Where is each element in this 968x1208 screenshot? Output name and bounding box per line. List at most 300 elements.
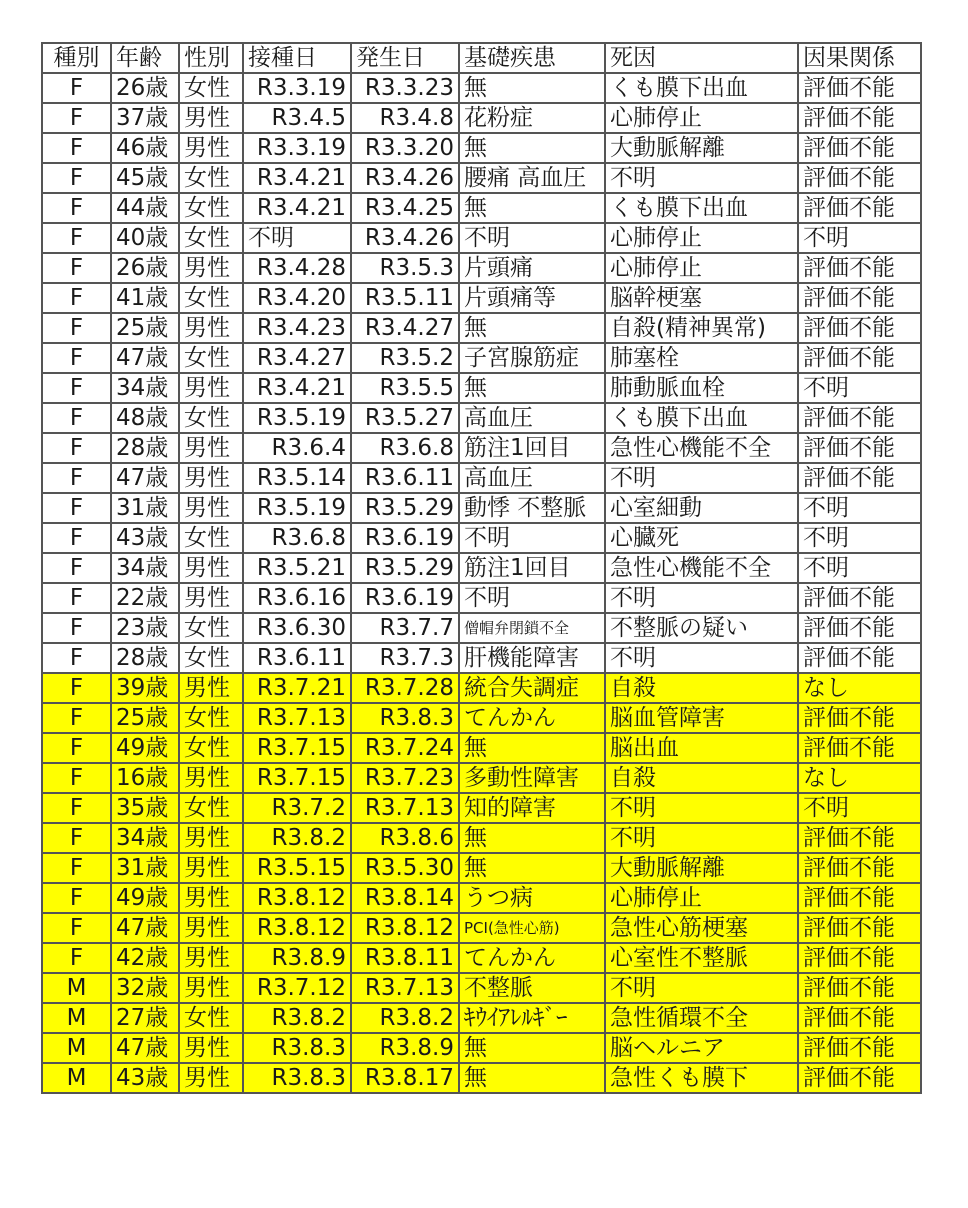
age-cell: 32歳 bbox=[111, 973, 179, 1003]
onset-date-cell: R3.5.11 bbox=[351, 283, 459, 313]
cause-of-death-cell: 不明 bbox=[605, 973, 798, 1003]
age-cell: 41歳 bbox=[111, 283, 179, 313]
causality-cell: 評価不能 bbox=[798, 583, 921, 613]
age-cell: 40歳 bbox=[111, 223, 179, 253]
cause-of-death-cell: くも膜下出血 bbox=[605, 193, 798, 223]
vaccination-date-cell: R3.6.30 bbox=[243, 613, 351, 643]
underlying-disease-cell: 動悸 不整脈 bbox=[459, 493, 605, 523]
sex-cell: 男性 bbox=[179, 673, 243, 703]
vaccination-date-cell: R3.4.21 bbox=[243, 193, 351, 223]
age-cell: 27歳 bbox=[111, 1003, 179, 1033]
cause-of-death-cell: 肺塞栓 bbox=[605, 343, 798, 373]
sex-cell: 男性 bbox=[179, 583, 243, 613]
causality-cell: 不明 bbox=[798, 793, 921, 823]
causality-cell: 評価不能 bbox=[798, 463, 921, 493]
table-body bbox=[42, 73, 921, 1093]
sex-cell: 女性 bbox=[179, 733, 243, 763]
vaccination-date-cell: R3.5.14 bbox=[243, 463, 351, 493]
cause-of-death-cell: 自殺 bbox=[605, 763, 798, 793]
causality-cell: 評価不能 bbox=[798, 1003, 921, 1033]
onset-date-cell: R3.4.27 bbox=[351, 313, 459, 343]
header-age: 年齢 bbox=[111, 43, 179, 73]
type-cell: F bbox=[42, 103, 111, 133]
onset-date-cell: R3.5.3 bbox=[351, 253, 459, 283]
causality-cell: 評価不能 bbox=[798, 883, 921, 913]
vaccination-date-cell: R3.4.23 bbox=[243, 313, 351, 343]
age-cell: 37歳 bbox=[111, 103, 179, 133]
vaccination-date-cell: R3.7.21 bbox=[243, 673, 351, 703]
sex-cell: 男性 bbox=[179, 373, 243, 403]
type-cell: F bbox=[42, 433, 111, 463]
causality-cell: 不明 bbox=[798, 373, 921, 403]
table-row bbox=[42, 343, 921, 373]
underlying-disease-cell: 不明 bbox=[459, 523, 605, 553]
sex-cell: 女性 bbox=[179, 283, 243, 313]
age-cell: 26歳 bbox=[111, 253, 179, 283]
onset-date-cell: R3.4.8 bbox=[351, 103, 459, 133]
vaccination-date-cell: R3.8.3 bbox=[243, 1033, 351, 1063]
table-row bbox=[42, 733, 921, 763]
cause-of-death-cell: 心肺停止 bbox=[605, 883, 798, 913]
type-cell: M bbox=[42, 1033, 111, 1063]
header-type: 種別 bbox=[42, 43, 111, 73]
causality-cell: なし bbox=[798, 673, 921, 703]
type-cell: F bbox=[42, 793, 111, 823]
type-cell: F bbox=[42, 913, 111, 943]
sex-cell: 女性 bbox=[179, 703, 243, 733]
cause-of-death-cell: 心臓死 bbox=[605, 523, 798, 553]
table-row bbox=[42, 913, 921, 943]
table-row bbox=[42, 73, 921, 103]
cause-of-death-cell: 心肺停止 bbox=[605, 103, 798, 133]
onset-date-cell: R3.5.29 bbox=[351, 553, 459, 583]
vaccination-date-cell: R3.8.9 bbox=[243, 943, 351, 973]
onset-date-cell: R3.7.13 bbox=[351, 793, 459, 823]
table-row bbox=[42, 883, 921, 913]
cause-of-death-cell: 脳出血 bbox=[605, 733, 798, 763]
underlying-disease-cell: PCI(急性心筋) bbox=[459, 913, 605, 943]
vaccination-date-cell: R3.7.13 bbox=[243, 703, 351, 733]
vaccination-date-cell: R3.7.2 bbox=[243, 793, 351, 823]
cause-of-death-cell: 不明 bbox=[605, 463, 798, 493]
type-cell: M bbox=[42, 1063, 111, 1093]
table-row bbox=[42, 253, 921, 283]
type-cell: F bbox=[42, 853, 111, 883]
vaccination-date-cell: R3.5.15 bbox=[243, 853, 351, 883]
table-row bbox=[42, 373, 921, 403]
type-cell: F bbox=[42, 493, 111, 523]
table-row bbox=[42, 103, 921, 133]
type-cell: F bbox=[42, 313, 111, 343]
cause-of-death-cell: 急性心機能不全 bbox=[605, 553, 798, 583]
underlying-disease-cell: 腰痛 高血圧 bbox=[459, 163, 605, 193]
onset-date-cell: R3.7.28 bbox=[351, 673, 459, 703]
sex-cell: 女性 bbox=[179, 643, 243, 673]
causality-cell: 評価不能 bbox=[798, 163, 921, 193]
age-cell: 46歳 bbox=[111, 133, 179, 163]
sex-cell: 女性 bbox=[179, 403, 243, 433]
onset-date-cell: R3.6.19 bbox=[351, 583, 459, 613]
age-cell: 47歳 bbox=[111, 913, 179, 943]
causality-cell: 不明 bbox=[798, 223, 921, 253]
onset-date-cell: R3.8.2 bbox=[351, 1003, 459, 1033]
type-cell: F bbox=[42, 673, 111, 703]
table-row bbox=[42, 493, 921, 523]
table-row bbox=[42, 823, 921, 853]
age-cell: 48歳 bbox=[111, 403, 179, 433]
table-row bbox=[42, 193, 921, 223]
cause-of-death-cell: 不明 bbox=[605, 823, 798, 853]
causality-cell: 評価不能 bbox=[798, 103, 921, 133]
sex-cell: 男性 bbox=[179, 943, 243, 973]
onset-date-cell: R3.8.12 bbox=[351, 913, 459, 943]
table-row bbox=[42, 943, 921, 973]
vaccination-date-cell: R3.8.2 bbox=[243, 823, 351, 853]
vaccination-date-cell: R3.3.19 bbox=[243, 73, 351, 103]
underlying-disease-cell: 不明 bbox=[459, 583, 605, 613]
table-row bbox=[42, 853, 921, 883]
table-row bbox=[42, 1003, 921, 1033]
cause-of-death-cell: 急性循環不全 bbox=[605, 1003, 798, 1033]
underlying-disease-cell: 子宮腺筋症 bbox=[459, 343, 605, 373]
table-row bbox=[42, 763, 921, 793]
age-cell: 28歳 bbox=[111, 643, 179, 673]
cause-of-death-cell: 不明 bbox=[605, 793, 798, 823]
type-cell: F bbox=[42, 613, 111, 643]
table-row bbox=[42, 223, 921, 253]
cause-of-death-cell: 不整脈の疑い bbox=[605, 613, 798, 643]
type-cell: F bbox=[42, 403, 111, 433]
underlying-disease-cell: 高血圧 bbox=[459, 403, 605, 433]
cause-of-death-cell: 脳血管障害 bbox=[605, 703, 798, 733]
table-row bbox=[42, 703, 921, 733]
type-cell: F bbox=[42, 283, 111, 313]
header-row bbox=[42, 43, 921, 73]
age-cell: 16歳 bbox=[111, 763, 179, 793]
table-row bbox=[42, 673, 921, 703]
age-cell: 49歳 bbox=[111, 883, 179, 913]
vaccination-date-cell: R3.8.3 bbox=[243, 1063, 351, 1093]
underlying-disease-cell: てんかん bbox=[459, 703, 605, 733]
underlying-disease-cell: 無 bbox=[459, 733, 605, 763]
underlying-disease-cell: 僧帽弁閉鎖不全 bbox=[459, 613, 605, 643]
age-cell: 22歳 bbox=[111, 583, 179, 613]
underlying-disease-cell: 無 bbox=[459, 73, 605, 103]
header-cause-of-death: 死因 bbox=[605, 43, 798, 73]
onset-date-cell: R3.8.3 bbox=[351, 703, 459, 733]
underlying-disease-cell: うつ病 bbox=[459, 883, 605, 913]
type-cell: F bbox=[42, 223, 111, 253]
underlying-disease-cell: 無 bbox=[459, 193, 605, 223]
onset-date-cell: R3.6.8 bbox=[351, 433, 459, 463]
sex-cell: 女性 bbox=[179, 793, 243, 823]
causality-cell: 評価不能 bbox=[798, 733, 921, 763]
table-row bbox=[42, 133, 921, 163]
sex-cell: 女性 bbox=[179, 1003, 243, 1033]
table-row bbox=[42, 793, 921, 823]
underlying-disease-cell: 無 bbox=[459, 823, 605, 853]
underlying-disease-cell: 花粉症 bbox=[459, 103, 605, 133]
cause-of-death-cell: 不明 bbox=[605, 163, 798, 193]
vaccination-date-cell: R3.4.27 bbox=[243, 343, 351, 373]
vaccination-date-cell: R3.6.16 bbox=[243, 583, 351, 613]
cause-of-death-cell: くも膜下出血 bbox=[605, 73, 798, 103]
vaccination-date-cell: R3.7.15 bbox=[243, 733, 351, 763]
onset-date-cell: R3.7.7 bbox=[351, 613, 459, 643]
underlying-disease-cell: 多動性障害 bbox=[459, 763, 605, 793]
onset-date-cell: R3.4.26 bbox=[351, 223, 459, 253]
sex-cell: 男性 bbox=[179, 1033, 243, 1063]
underlying-disease-cell: ｷｳｲｱﾚﾙｷﾞｰ bbox=[459, 1003, 605, 1033]
table-row bbox=[42, 463, 921, 493]
causality-cell: 評価不能 bbox=[798, 643, 921, 673]
onset-date-cell: R3.3.20 bbox=[351, 133, 459, 163]
onset-date-cell: R3.5.5 bbox=[351, 373, 459, 403]
underlying-disease-cell: 無 bbox=[459, 853, 605, 883]
header-underlying-disease: 基礎疾患 bbox=[459, 43, 605, 73]
onset-date-cell: R3.8.6 bbox=[351, 823, 459, 853]
causality-cell: 評価不能 bbox=[798, 343, 921, 373]
sex-cell: 女性 bbox=[179, 73, 243, 103]
table-row bbox=[42, 643, 921, 673]
onset-date-cell: R3.6.11 bbox=[351, 463, 459, 493]
sex-cell: 男性 bbox=[179, 313, 243, 343]
vaccination-date-cell: R3.7.12 bbox=[243, 973, 351, 1003]
age-cell: 31歳 bbox=[111, 493, 179, 523]
vaccination-date-cell: R3.4.20 bbox=[243, 283, 351, 313]
underlying-disease-cell: 片頭痛 bbox=[459, 253, 605, 283]
onset-date-cell: R3.8.14 bbox=[351, 883, 459, 913]
age-cell: 25歳 bbox=[111, 703, 179, 733]
table-row bbox=[42, 1033, 921, 1063]
causality-cell: 不明 bbox=[798, 553, 921, 583]
onset-date-cell: R3.4.25 bbox=[351, 193, 459, 223]
age-cell: 31歳 bbox=[111, 853, 179, 883]
cause-of-death-cell: 急性くも膜下 bbox=[605, 1063, 798, 1093]
sex-cell: 女性 bbox=[179, 163, 243, 193]
onset-date-cell: R3.8.17 bbox=[351, 1063, 459, 1093]
age-cell: 47歳 bbox=[111, 343, 179, 373]
cause-of-death-cell: 心室細動 bbox=[605, 493, 798, 523]
adverse-events-table bbox=[41, 42, 922, 1094]
sex-cell: 男性 bbox=[179, 973, 243, 1003]
sex-cell: 男性 bbox=[179, 463, 243, 493]
underlying-disease-cell: 無 bbox=[459, 313, 605, 343]
type-cell: F bbox=[42, 763, 111, 793]
vaccination-date-cell: R3.8.12 bbox=[243, 883, 351, 913]
vaccination-date-cell: R3.7.15 bbox=[243, 763, 351, 793]
underlying-disease-cell: 無 bbox=[459, 1033, 605, 1063]
sex-cell: 男性 bbox=[179, 883, 243, 913]
causality-cell: 評価不能 bbox=[798, 133, 921, 163]
type-cell: F bbox=[42, 463, 111, 493]
sex-cell: 男性 bbox=[179, 763, 243, 793]
table-row bbox=[42, 1063, 921, 1093]
underlying-disease-cell: てんかん bbox=[459, 943, 605, 973]
causality-cell: 評価不能 bbox=[798, 253, 921, 283]
sex-cell: 男性 bbox=[179, 133, 243, 163]
table-row bbox=[42, 973, 921, 1003]
table-row bbox=[42, 553, 921, 583]
vaccination-date-cell: R3.8.2 bbox=[243, 1003, 351, 1033]
causality-cell: 不明 bbox=[798, 493, 921, 523]
causality-cell: 評価不能 bbox=[798, 943, 921, 973]
age-cell: 35歳 bbox=[111, 793, 179, 823]
type-cell: F bbox=[42, 703, 111, 733]
onset-date-cell: R3.6.19 bbox=[351, 523, 459, 553]
table-row bbox=[42, 523, 921, 553]
causality-cell: 評価不能 bbox=[798, 73, 921, 103]
cause-of-death-cell: 大動脈解離 bbox=[605, 133, 798, 163]
sex-cell: 女性 bbox=[179, 343, 243, 373]
vaccination-date-cell: R3.8.12 bbox=[243, 913, 351, 943]
cause-of-death-cell: 自殺(精神異常) bbox=[605, 313, 798, 343]
vaccination-date-cell: R3.5.21 bbox=[243, 553, 351, 583]
onset-date-cell: R3.7.24 bbox=[351, 733, 459, 763]
type-cell: F bbox=[42, 553, 111, 583]
onset-date-cell: R3.8.9 bbox=[351, 1033, 459, 1063]
type-cell: F bbox=[42, 343, 111, 373]
sex-cell: 女性 bbox=[179, 523, 243, 553]
type-cell: F bbox=[42, 253, 111, 283]
header-sex: 性別 bbox=[179, 43, 243, 73]
sex-cell: 男性 bbox=[179, 433, 243, 463]
vaccination-date-cell: R3.3.19 bbox=[243, 133, 351, 163]
sex-cell: 男性 bbox=[179, 493, 243, 523]
age-cell: 26歳 bbox=[111, 73, 179, 103]
sex-cell: 男性 bbox=[179, 1063, 243, 1093]
causality-cell: 評価不能 bbox=[798, 433, 921, 463]
causality-cell: 評価不能 bbox=[798, 703, 921, 733]
table-row bbox=[42, 313, 921, 343]
type-cell: F bbox=[42, 823, 111, 853]
underlying-disease-cell: 無 bbox=[459, 373, 605, 403]
sex-cell: 男性 bbox=[179, 853, 243, 883]
causality-cell: 評価不能 bbox=[798, 193, 921, 223]
onset-date-cell: R3.8.11 bbox=[351, 943, 459, 973]
causality-cell: 評価不能 bbox=[798, 283, 921, 313]
type-cell: M bbox=[42, 1003, 111, 1033]
age-cell: 43歳 bbox=[111, 523, 179, 553]
underlying-disease-cell: 肝機能障害 bbox=[459, 643, 605, 673]
header-vaccination-date: 接種日 bbox=[243, 43, 351, 73]
underlying-disease-cell: 統合失調症 bbox=[459, 673, 605, 703]
age-cell: 39歳 bbox=[111, 673, 179, 703]
vaccination-date-cell: R3.4.21 bbox=[243, 163, 351, 193]
causality-cell: 評価不能 bbox=[798, 403, 921, 433]
type-cell: F bbox=[42, 643, 111, 673]
age-cell: 28歳 bbox=[111, 433, 179, 463]
header-onset-date: 発生日 bbox=[351, 43, 459, 73]
vaccination-date-cell: R3.4.5 bbox=[243, 103, 351, 133]
onset-date-cell: R3.7.23 bbox=[351, 763, 459, 793]
vaccination-date-cell: R3.5.19 bbox=[243, 493, 351, 523]
age-cell: 43歳 bbox=[111, 1063, 179, 1093]
cause-of-death-cell: 急性心筋梗塞 bbox=[605, 913, 798, 943]
onset-date-cell: R3.5.29 bbox=[351, 493, 459, 523]
onset-date-cell: R3.5.27 bbox=[351, 403, 459, 433]
table-row bbox=[42, 403, 921, 433]
age-cell: 42歳 bbox=[111, 943, 179, 973]
vaccination-date-cell: R3.4.28 bbox=[243, 253, 351, 283]
sex-cell: 女性 bbox=[179, 223, 243, 253]
type-cell: F bbox=[42, 883, 111, 913]
age-cell: 45歳 bbox=[111, 163, 179, 193]
onset-date-cell: R3.7.3 bbox=[351, 643, 459, 673]
cause-of-death-cell: 自殺 bbox=[605, 673, 798, 703]
age-cell: 47歳 bbox=[111, 463, 179, 493]
underlying-disease-cell: 知的障害 bbox=[459, 793, 605, 823]
sex-cell: 女性 bbox=[179, 193, 243, 223]
causality-cell: 評価不能 bbox=[798, 1063, 921, 1093]
type-cell: F bbox=[42, 733, 111, 763]
type-cell: F bbox=[42, 193, 111, 223]
header-causality: 因果関係 bbox=[798, 43, 921, 73]
causality-cell: 評価不能 bbox=[798, 853, 921, 883]
type-cell: F bbox=[42, 583, 111, 613]
underlying-disease-cell: 不明 bbox=[459, 223, 605, 253]
table-row bbox=[42, 433, 921, 463]
table-row bbox=[42, 583, 921, 613]
causality-cell: なし bbox=[798, 763, 921, 793]
type-cell: M bbox=[42, 973, 111, 1003]
onset-date-cell: R3.7.13 bbox=[351, 973, 459, 1003]
cause-of-death-cell: 心肺停止 bbox=[605, 223, 798, 253]
underlying-disease-cell: 筋注1回目 bbox=[459, 433, 605, 463]
vaccination-date-cell: R3.6.4 bbox=[243, 433, 351, 463]
sex-cell: 男性 bbox=[179, 823, 243, 853]
sex-cell: 女性 bbox=[179, 613, 243, 643]
onset-date-cell: R3.3.23 bbox=[351, 73, 459, 103]
cause-of-death-cell: 脳幹梗塞 bbox=[605, 283, 798, 313]
type-cell: F bbox=[42, 73, 111, 103]
vaccination-date-cell: R3.6.8 bbox=[243, 523, 351, 553]
causality-cell: 評価不能 bbox=[798, 973, 921, 1003]
age-cell: 49歳 bbox=[111, 733, 179, 763]
cause-of-death-cell: 心室性不整脈 bbox=[605, 943, 798, 973]
age-cell: 34歳 bbox=[111, 553, 179, 583]
type-cell: F bbox=[42, 943, 111, 973]
underlying-disease-cell: 高血圧 bbox=[459, 463, 605, 493]
vaccination-date-cell: R3.5.19 bbox=[243, 403, 351, 433]
onset-date-cell: R3.5.30 bbox=[351, 853, 459, 883]
cause-of-death-cell: くも膜下出血 bbox=[605, 403, 798, 433]
underlying-disease-cell: 不整脈 bbox=[459, 973, 605, 1003]
causality-cell: 評価不能 bbox=[798, 313, 921, 343]
table-row bbox=[42, 163, 921, 193]
underlying-disease-cell: 無 bbox=[459, 1063, 605, 1093]
sex-cell: 男性 bbox=[179, 553, 243, 583]
age-cell: 47歳 bbox=[111, 1033, 179, 1063]
causality-cell: 評価不能 bbox=[798, 613, 921, 643]
causality-cell: 評価不能 bbox=[798, 1033, 921, 1063]
cause-of-death-cell: 急性心機能不全 bbox=[605, 433, 798, 463]
causality-cell: 評価不能 bbox=[798, 913, 921, 943]
underlying-disease-cell: 筋注1回目 bbox=[459, 553, 605, 583]
age-cell: 23歳 bbox=[111, 613, 179, 643]
cause-of-death-cell: 大動脈解離 bbox=[605, 853, 798, 883]
underlying-disease-cell: 片頭痛等 bbox=[459, 283, 605, 313]
type-cell: F bbox=[42, 523, 111, 553]
onset-date-cell: R3.4.26 bbox=[351, 163, 459, 193]
age-cell: 25歳 bbox=[111, 313, 179, 343]
sex-cell: 男性 bbox=[179, 913, 243, 943]
type-cell: F bbox=[42, 373, 111, 403]
vaccination-date-cell: R3.4.21 bbox=[243, 373, 351, 403]
vaccination-date-cell: 不明 bbox=[243, 223, 351, 253]
age-cell: 34歳 bbox=[111, 373, 179, 403]
cause-of-death-cell: 不明 bbox=[605, 583, 798, 613]
